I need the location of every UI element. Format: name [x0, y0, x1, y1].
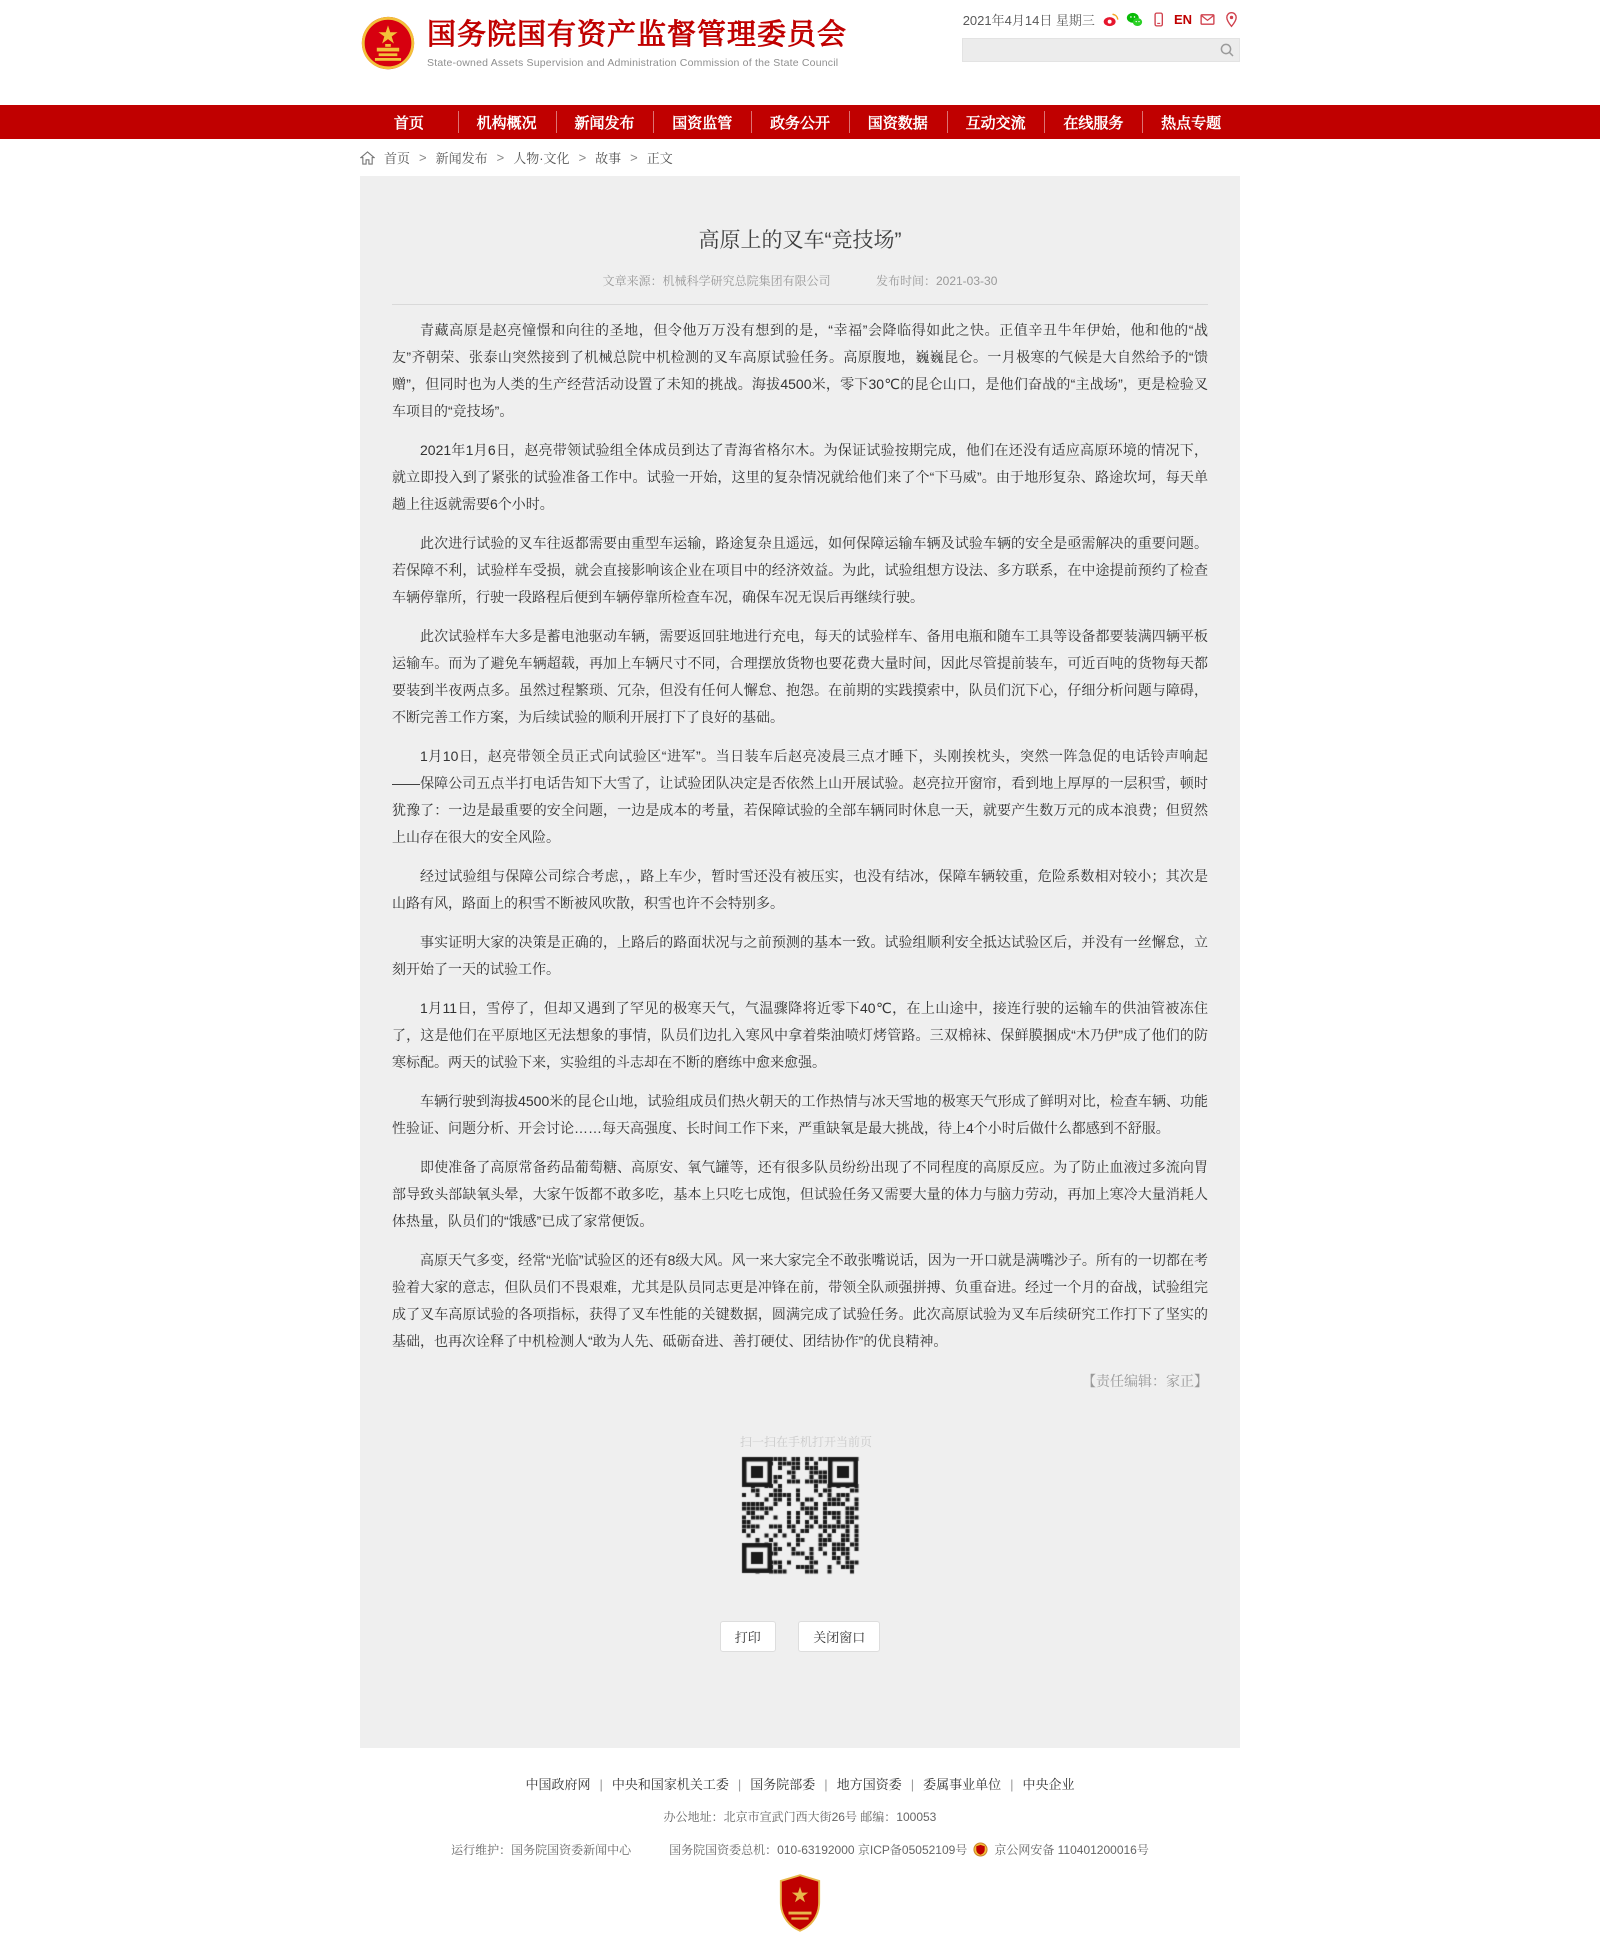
article-paragraph: 2021年1月6日，赵亮带领试验组全体成员到达了青海省格尔木。为保证试验按期完成，他们在还没有适应高原环境的情况下，就立即投入到了紧张的试验准备工作中。试验一开始，这里的复杂情况就给他们来了个“下马威”。由于地形复杂、路途坎坷，每天单趟上往返就需要6个小时。	[392, 442, 1208, 512]
article-paragraph: 即使准备了高原常备药品葡萄糖、高原安、氧气罐等，还有很多队员纷纷出现了不同程度的高原反应。为了防止血液过多流向胃部导致头部缺氧头晕，大家午饭都不敢多吃，基本上只吃七成饱，但试验任务又需要大量的体力与脑力劳动，再加上寒冷大量消耗人体热量，队员们的“饿感”已成了家常便饭。	[392, 1159, 1208, 1229]
nav-item-supervision[interactable]: 国资监管	[653, 105, 751, 139]
national-emblem-icon	[360, 13, 416, 75]
article-panel	[360, 176, 1240, 1748]
footer-link-central-committee[interactable]: 中央和国家机关工委	[611, 1777, 729, 1792]
footer-security-record-link[interactable]: 京公网安备 110401200016号	[994, 1843, 1149, 1857]
nav-item-public-affairs[interactable]: 政务公开	[751, 105, 849, 139]
nav-item-interaction[interactable]: 互动交流	[947, 105, 1045, 139]
site-footer	[0, 1748, 1600, 1947]
site-subtitle: State-owned Assets Supervision and Administration Commission of the State Council	[427, 56, 839, 69]
mail-icon[interactable]	[1199, 11, 1216, 28]
close-window-button[interactable]: 关闭窗口	[798, 1621, 880, 1652]
footer-links	[0, 1774, 1600, 1793]
footer-link-separator: |	[599, 1777, 603, 1792]
nav-item-home[interactable]: 首页	[393, 114, 424, 132]
footer-link-local-sasac[interactable]: 地方国资委	[836, 1777, 902, 1792]
breadcrumb-story[interactable]: 故事	[595, 151, 622, 166]
nav-item-data[interactable]: 国资数据	[849, 105, 947, 139]
breadcrumb-separator: >	[496, 150, 505, 165]
footer-link-separator: |	[910, 1777, 915, 1792]
breadcrumb-separator: >	[630, 150, 638, 165]
current-date: 2021年4月14日 星期三	[962, 12, 1095, 28]
english-version-link[interactable]: EN	[1173, 11, 1192, 27]
article-paragraph: 此次试验样车大多是蓄电池驱动车辆，需要返回驻地进行充电，每天的试验样车、备用电瓶和随车工具等设备都要装满四辆平板运输车。而为了避免车辆超载，再加上车辆尺寸不同，合理摆放货物也要花费大量时间，因此尽管提前装车，可近百吨的货物每天都要装到半夜两点多。虽然过程繁琐、冗杂，但没有任何人懈怠、抱怨。在前期的实践摸索中，队员们沉下心，仔细分析问题与障碍，不断完善工作方案，为后续试验的顺利开展打下了良好的基础。	[392, 628, 1208, 725]
home-icon[interactable]	[360, 151, 375, 165]
site-header	[0, 0, 1600, 105]
article-meta	[392, 272, 1208, 289]
footer-address: 办公地址：北京市宣武门西大街26号 邮编：100053	[663, 1810, 937, 1824]
breadcrumb-current: 正文	[646, 151, 673, 166]
main-nav	[0, 105, 1600, 139]
article-paragraph: 经过试验组与保障公司综合考虑，，路上车少，暂时雪还没有被压实，也没有结冰，保障车辆较重，危险系数相对较小；其次是山路有风，路面上的积雪不断被风吹散，积雪也许不会特别多。	[392, 868, 1208, 911]
wechat-icon[interactable]	[1126, 11, 1143, 28]
meta-divider	[392, 304, 1208, 305]
header-utilities	[962, 9, 1240, 62]
footer-link-affiliated-units[interactable]: 委属事业单位	[923, 1777, 1002, 1792]
breadcrumb-separator: >	[578, 150, 587, 165]
article-title: 高原上的叉车“竞技场”	[698, 229, 902, 252]
footer-link-separator: |	[824, 1777, 828, 1792]
article-paragraph: 此次进行试验的叉车往返都需要由重型车运输，路途复杂且遥远，如何保障运输车辆及试验车辆的安全是亟需解决的重要问题。若保障不利，试验样车受损，就会直接影响该企业在项目中的经济效益。为此，试验组想方设法、多方联系，在中途提前预约了检查车辆停靠所，行驶一段路程后便到车辆停靠所检查车况，确保车况无误后再继续行驶。	[392, 535, 1208, 605]
site-title-block	[427, 19, 847, 68]
breadcrumb-home[interactable]: 首页	[384, 151, 411, 166]
footer-link-separator: |	[1010, 1777, 1014, 1792]
search-icon	[1219, 42, 1235, 58]
article-paragraph: 高原天气多变，经常“光临”试验区的还有8级大风。风一来大家完全不敢张嘴说话，因为一开口就是满嘴沙子。所有的一切都在考验着大家的意志，但队员们不畏艰难，尤其是队员同志更是冲锋在前，带领全队顽强拼搏、负重奋进。经过一个月的奋战，试验组完成了叉车高原试验的各项指标，获得了叉车性能的关键数据，圆满完成了试验任务。此次高原试验为叉车后续研究工作打下了坚实的基础，也再次诠释了中机检测人“敢为人先、砥砺奋进、善打硬仗、团结协作”的优良精神。	[392, 1252, 1208, 1349]
nav-item-news[interactable]: 新闻发布	[556, 105, 654, 139]
search-button[interactable]	[1219, 42, 1235, 58]
article-body	[392, 317, 1208, 1355]
article-publish-time: 发布时间：2021-03-30	[875, 274, 998, 288]
nav-item-about[interactable]: 机构概况	[458, 105, 556, 139]
article-paragraph: 青藏高原是赵亮憧憬和向往的圣地，但令他万万没有想到的是，“幸福”会降临得如此之快。正值辛丑牛年伊始，他和他的“战友”齐朝荣、张泰山突然接到了机械总院中机检测的叉车高原试验任务。高原腹地，巍巍昆仑。一月极寒的气候是大自然给予的“馈赠”，但同时也为人类的生产经营活动设置了未知的挑战。海拔4500米，零下30℃的昆仑山口，是他们奋战的“主战场”，更是检验叉车项目的“竞技场”。	[392, 322, 1208, 419]
editor-credit: 【责任编辑：家正】	[1082, 1373, 1208, 1389]
breadcrumb	[360, 139, 1240, 176]
article-actions	[392, 1621, 1208, 1652]
search-input[interactable]	[962, 38, 1240, 62]
location-icon[interactable]	[1223, 11, 1240, 28]
footer-link-central-enterprises[interactable]: 中央企业	[1022, 1777, 1075, 1792]
site-title: 国务院国有资产监督管理委员会	[427, 19, 848, 52]
footer-legal-line	[0, 1841, 1600, 1858]
police-badge-icon	[973, 1842, 988, 1857]
article-source: 文章来源：机械科学研究总院集团有限公司	[602, 274, 831, 288]
footer-link-separator: |	[737, 1777, 742, 1792]
footer-shield-logo	[777, 1873, 823, 1933]
article-paragraph: 事实证明大家的决策是正确的，上路后的路面状况与之前预测的基本一致。试验组顺利安全抵达试验区后，并没有一丝懈怠，立刻开始了一天的试验工作。	[392, 934, 1208, 977]
article-paragraph: 1月11日，雪停了，但却又遇到了罕见的极寒天气，气温骤降将近零下40℃，在上山途中，接连行驶的运输车的供油管被冻住了，这是他们在平原地区无法想象的事情，队员们边扎入寒风中拿着柴油喷灯烤管路。三双棉袜、保鲜膜捆成“木乃伊”成了他们的防寒标配。两天的试验下来，实验组的斗志却在不断的磨练中愈来愈强。	[392, 1000, 1208, 1070]
breadcrumb-separator: >	[419, 150, 427, 165]
qr-tip-text: 扫一扫在手机打开当前页	[740, 1435, 873, 1449]
breadcrumb-news[interactable]: 新闻发布	[435, 151, 488, 166]
site-logo-link[interactable]	[360, 13, 847, 75]
footer-link-gov[interactable]: 中国政府网	[525, 1777, 591, 1792]
qr-code	[740, 1455, 860, 1575]
footer-maintainer: 运行维护：国务院国资委新闻中心	[451, 1843, 632, 1857]
nav-item-hot-topics[interactable]: 热点专题	[1142, 105, 1240, 139]
qr-section	[740, 1433, 873, 1575]
nav-item-online-service[interactable]: 在线服务	[1044, 105, 1142, 139]
breadcrumb-people-culture[interactable]: 人物·文化	[513, 151, 570, 166]
mobile-icon[interactable]	[1150, 11, 1167, 28]
article-paragraph: 车辆行驶到海拔4500米的昆仑山地，试验组成员们热火朝天的工作热情与冰天雪地的极寒天气形成了鲜明对比，检查车辆、功能性验证、问题分析、开会讨论……每天高强度、长时间工作下来，严重缺氧是最大挑战，待上4个小时后做什么都感到不舒服。	[392, 1093, 1208, 1136]
article-paragraph: 1月10日，赵亮带领全员正式向试验区“进军”。当日装车后赵亮凌晨三点才睡下，头刚挨枕头，突然一阵急促的电话铃声响起——保障公司五点半打电话告知下大雪了，让试验团队决定是否依然上山开展试验。赵亮拉开窗帘，看到地上厚厚的一层积雪，顿时犹豫了：一边是最重要的安全问题，一边是成本的考量，若保障试验的全部车辆同时休息一天，就要产生数万元的成本浪费；但贸然上山存在很大的安全风险。	[392, 748, 1208, 845]
footer-switchboard: 国务院国资委总机：010-63192000 京ICP备05052109号	[669, 1843, 968, 1857]
print-button[interactable]: 打印	[720, 1621, 776, 1652]
weibo-icon[interactable]	[1102, 11, 1119, 28]
footer-link-ministries[interactable]: 国务院部委	[750, 1777, 816, 1792]
